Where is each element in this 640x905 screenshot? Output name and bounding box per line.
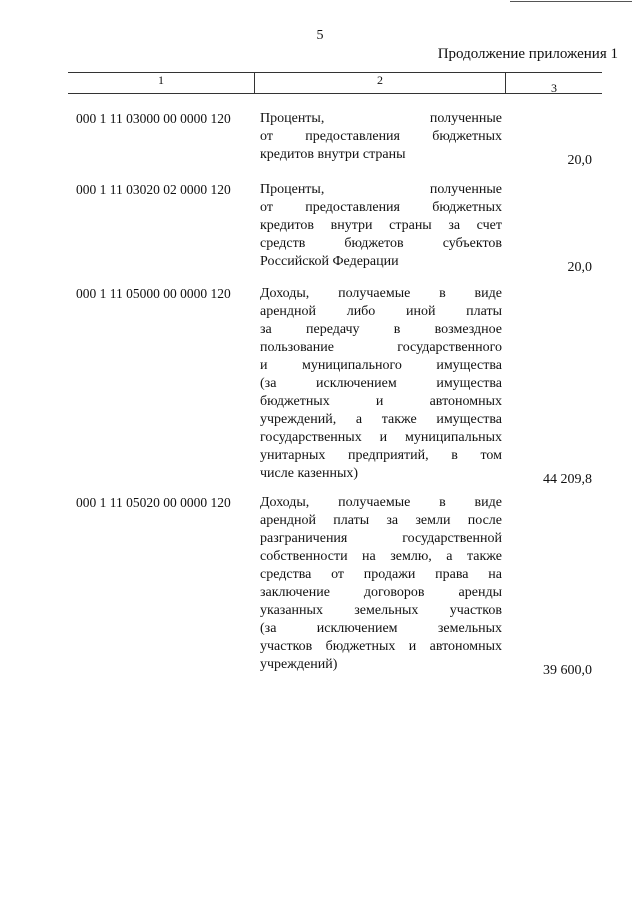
income-description-line: арендной либо иной платы (260, 304, 502, 319)
income-description-line: числе казенных) (260, 466, 359, 481)
income-description-line: кредитов внутри страны за счет (260, 218, 502, 233)
income-description-line: от предоставления бюджетных (260, 129, 502, 144)
income-description-line: Проценты, полученные (260, 111, 502, 126)
income-description-line: и муниципального имущества (260, 358, 502, 373)
income-description-line: собственности на землю, а также (260, 549, 502, 564)
income-description-line: участков бюджетных и автономных (260, 639, 502, 654)
income-description-line: учреждений) (260, 657, 338, 672)
income-description-line: Доходы, получаемые в виде (260, 286, 502, 301)
income-description-line: арендной платы за земли после (260, 513, 502, 528)
amount-value: 20,0 (567, 260, 592, 275)
budget-classification-code: 000 1 11 05000 00 0000 120 (76, 286, 231, 301)
top-edge-rule (510, 1, 632, 2)
income-description-line: (за исключением имущества (260, 376, 502, 391)
income-description-line: государственных и муниципальных (260, 430, 502, 445)
income-description-line: (за исключением земельных (260, 621, 502, 636)
income-description-line: Российской Федерации (260, 254, 399, 269)
budget-classification-code: 000 1 11 03020 02 0000 120 (76, 182, 231, 197)
income-description-line: учреждений, а также имущества (260, 412, 502, 427)
column-header-1: 1 (68, 73, 255, 93)
column-header-3: 3 (551, 81, 557, 95)
income-description-line: заключение договоров аренды (260, 585, 502, 600)
income-description-line: указанных земельных участков (260, 603, 502, 618)
income-description-line: разграничения государственной (260, 531, 502, 546)
income-description-line: за передачу в возмездное (260, 322, 502, 337)
income-description-line: унитарных предприятий, в том (260, 448, 502, 463)
budget-classification-code: 000 1 11 03000 00 0000 120 (76, 111, 231, 126)
amount-value: 20,0 (567, 153, 592, 168)
page-number: 5 (316, 28, 324, 43)
income-description-line: пользование государственного (260, 340, 502, 355)
income-description-line: кредитов внутри страны (260, 147, 406, 162)
income-description-line: средств бюджетов субъектов (260, 236, 502, 251)
amount-value: 44 209,8 (543, 472, 592, 487)
income-description-line: средства от продажи права на (260, 567, 502, 582)
income-description-line: от предоставления бюджетных (260, 200, 502, 215)
amount-value: 39 600,0 (543, 663, 592, 678)
column-header-2: 2 (255, 73, 506, 93)
income-description-line: бюджетных и автономных (260, 394, 502, 409)
income-description-line: Проценты, полученные (260, 182, 502, 197)
budget-classification-code: 000 1 11 05020 00 0000 120 (76, 495, 231, 510)
table-column-header-row (68, 72, 602, 94)
income-description-line: Доходы, получаемые в виде (260, 495, 502, 510)
appendix-continuation-note: Продолжение приложения 1 (437, 46, 618, 62)
